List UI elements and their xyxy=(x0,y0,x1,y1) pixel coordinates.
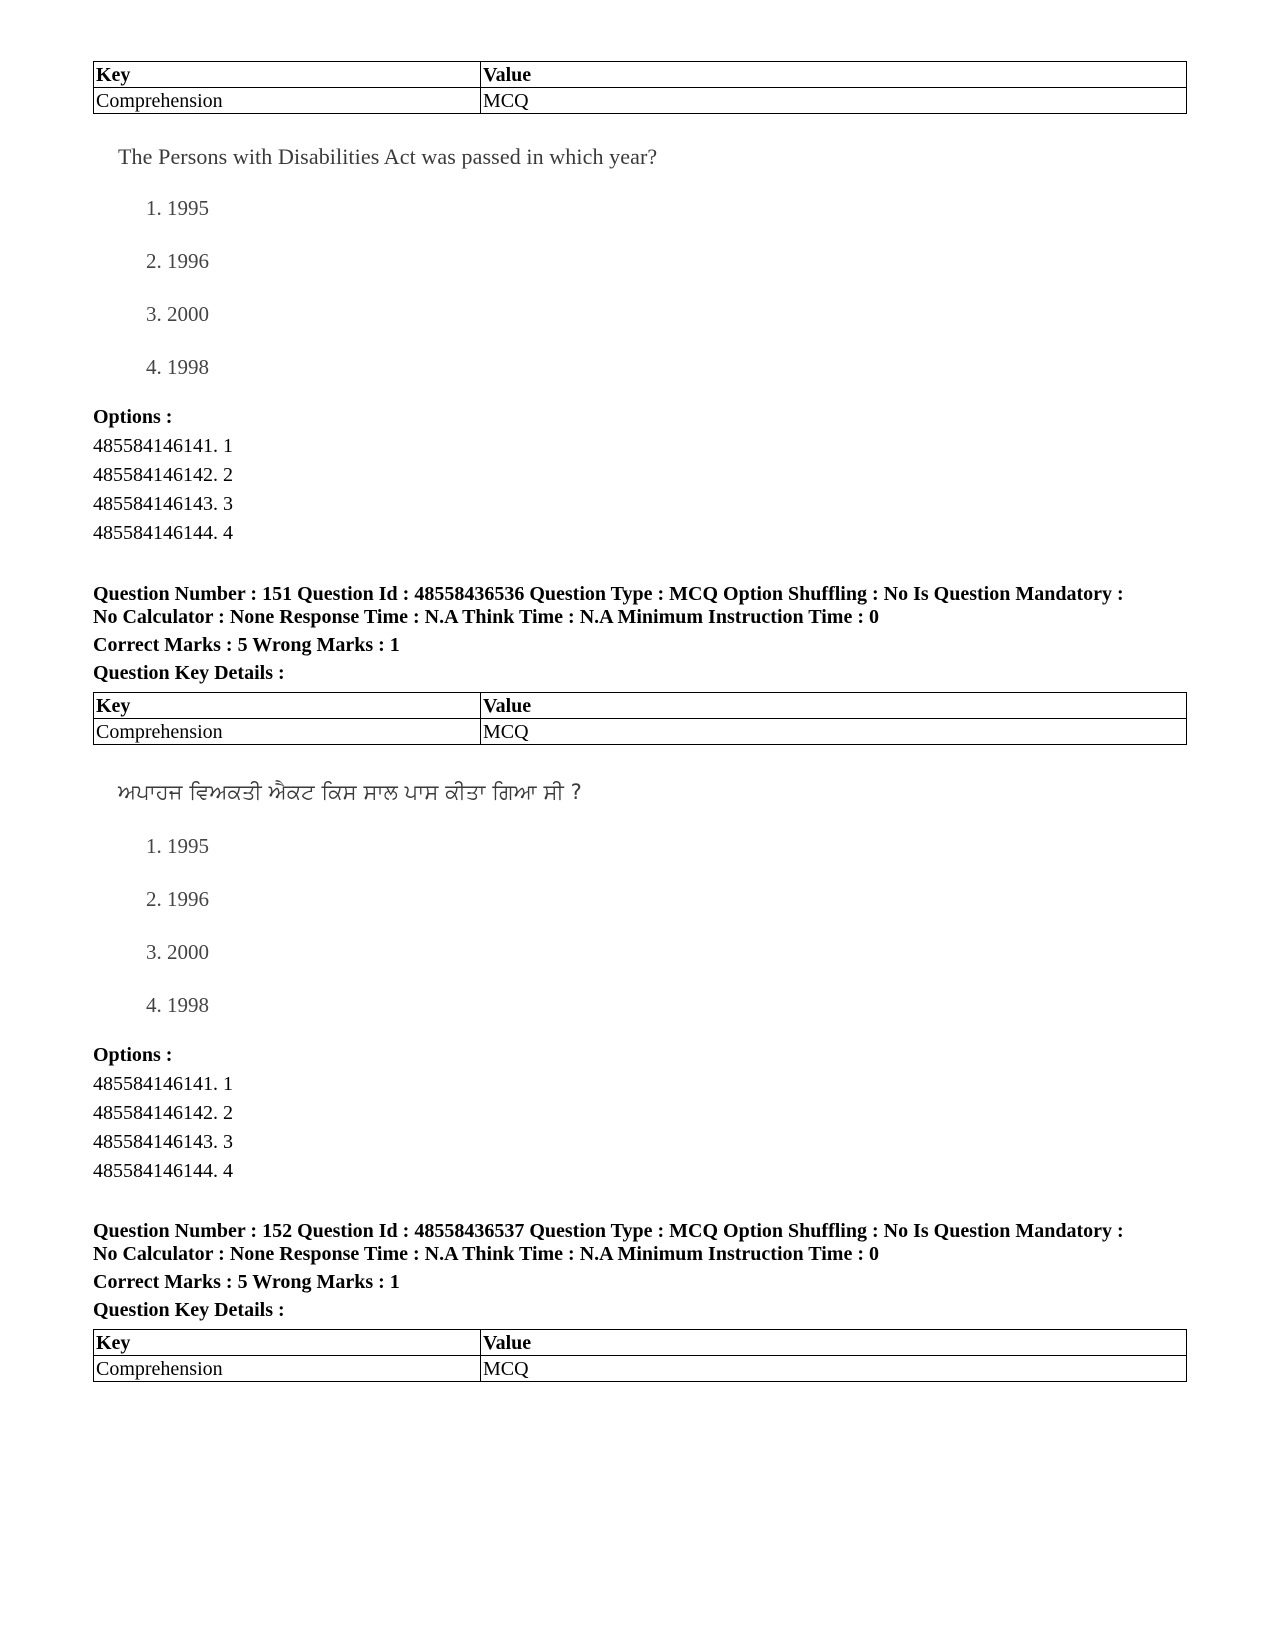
value-header: Value xyxy=(481,62,1187,88)
options-label: Options : xyxy=(93,1044,173,1066)
value-header: Value xyxy=(481,693,1187,719)
options-list xyxy=(93,1041,233,1186)
question-stem: The Persons with Disabilities Act was passed in which year? xyxy=(118,144,658,169)
key-cell: Comprehension xyxy=(94,1356,481,1382)
value-cell: MCQ xyxy=(481,1356,1187,1382)
value-cell: MCQ xyxy=(481,719,1187,745)
meta-line: Question Number : 152 Question Id : 48558436537 Question Type : MCQ Option Shuffling : No Is Question Mandatory : xyxy=(93,1220,1124,1242)
choice-2: 2. 1996 xyxy=(146,249,209,273)
choice-1: 1. 1995 xyxy=(146,196,209,220)
option-item: 485584146143. 3 xyxy=(93,1131,233,1153)
key-cell: Comprehension xyxy=(94,719,481,745)
question-key-table xyxy=(93,1329,1187,1382)
option-item: 485584146141. 1 xyxy=(93,1073,233,1095)
marks-line: Correct Marks : 5 Wrong Marks : 1 xyxy=(93,1271,400,1293)
choice-3: 3. 2000 xyxy=(146,302,209,326)
option-item: 485584146142. 2 xyxy=(93,1102,233,1124)
option-item: 485584146142. 2 xyxy=(93,464,233,486)
key-header: Key xyxy=(94,62,481,88)
choice-2: 2. 1996 xyxy=(146,887,209,911)
options-label: Options : xyxy=(93,406,173,428)
question-meta xyxy=(93,1220,1203,1266)
meta-line: Question Number : 151 Question Id : 48558436536 Question Type : MCQ Option Shuffling : No Is Question Mandatory : xyxy=(93,583,1124,605)
choice-1: 1. 1995 xyxy=(146,834,209,858)
key-details-label: Question Key Details : xyxy=(93,662,285,684)
option-item: 485584146143. 3 xyxy=(93,493,233,515)
key-header: Key xyxy=(94,1330,481,1356)
choice-4: 4. 1998 xyxy=(146,355,209,379)
choice-3: 3. 2000 xyxy=(146,940,209,964)
question-key-table xyxy=(93,61,1187,114)
marks-line: Correct Marks : 5 Wrong Marks : 1 xyxy=(93,634,400,656)
meta-line: No Calculator : None Response Time : N.A Think Time : N.A Minimum Instruction Time : 0 xyxy=(93,606,879,628)
question-meta xyxy=(93,583,1203,629)
key-header: Key xyxy=(94,693,481,719)
option-item: 485584146144. 4 xyxy=(93,1160,233,1182)
meta-line: No Calculator : None Response Time : N.A Think Time : N.A Minimum Instruction Time : 0 xyxy=(93,1243,879,1265)
question-key-table xyxy=(93,692,1187,745)
option-item: 485584146144. 4 xyxy=(93,522,233,544)
choice-4: 4. 1998 xyxy=(146,993,209,1017)
key-details-label: Question Key Details : xyxy=(93,1299,285,1321)
value-header: Value xyxy=(481,1330,1187,1356)
option-item: 485584146141. 1 xyxy=(93,435,233,457)
question-stem: ਅਪਾਹਜ ਵਿਅਕਤੀ ਐਕਟ ਕਿਸ ਸਾਲ ਪਾਸ ਕੀਤਾ ਗਿਆ ਸੀ ? xyxy=(118,780,582,804)
key-cell: Comprehension xyxy=(94,88,481,114)
value-cell: MCQ xyxy=(481,88,1187,114)
options-list xyxy=(93,403,233,548)
